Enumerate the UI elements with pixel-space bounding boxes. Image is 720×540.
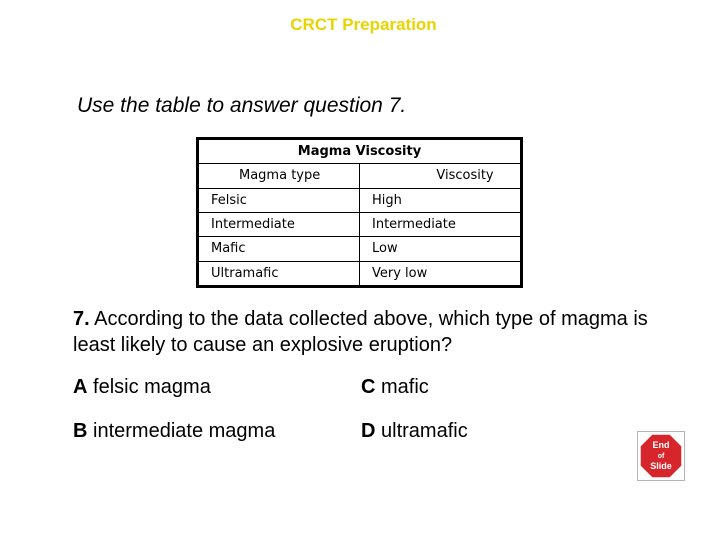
answer-letter: A: [73, 376, 88, 398]
answer-option-d[interactable]: [361, 420, 468, 443]
cell-viscosity: High: [360, 188, 521, 212]
cell-magma-type: Ultramafic: [199, 261, 360, 285]
column-header-magma-type: Magma type: [199, 164, 360, 188]
magma-viscosity-table: [196, 137, 523, 288]
cell-magma-type: Intermediate: [199, 212, 360, 236]
table-row: [199, 188, 521, 212]
question-number: 7.: [73, 308, 90, 330]
answer-text: mafic: [381, 376, 429, 398]
cell-magma-type: Felsic: [199, 188, 360, 212]
answer-text: ultramafic: [381, 420, 468, 442]
question-7: [73, 306, 683, 358]
table-row: [199, 212, 521, 236]
stop-sign-line-2: of: [657, 453, 665, 460]
answer-option-c[interactable]: [361, 376, 429, 399]
table-row: [199, 261, 521, 285]
stop-sign-icon: [637, 431, 685, 481]
table-row: [199, 237, 521, 261]
cell-magma-type: Mafic: [199, 237, 360, 261]
table-title: Magma Viscosity: [199, 140, 521, 164]
cell-viscosity: Low: [360, 237, 521, 261]
page-header: CRCT Preparation: [290, 15, 437, 34]
cell-viscosity: Very low: [360, 261, 521, 285]
answer-letter: B: [73, 420, 88, 442]
cell-viscosity: Intermediate: [360, 212, 521, 236]
answer-letter: C: [361, 376, 376, 398]
question-text: According to the data collected above, which type of magma is least likely to cause an explosive eruption?: [73, 308, 648, 356]
instruction-text: Use the table to answer question 7.: [77, 94, 407, 117]
answer-text: intermediate magma: [93, 420, 276, 442]
answer-option-a[interactable]: [73, 376, 211, 399]
answer-option-b[interactable]: [73, 420, 275, 443]
answer-text: felsic magma: [93, 376, 211, 398]
answer-letter: D: [361, 420, 376, 442]
stop-sign-line-1: End: [652, 440, 670, 450]
end-of-slide-button[interactable]: [637, 431, 685, 481]
stop-sign-line-3: Slide: [650, 461, 672, 471]
column-header-viscosity: Viscosity: [360, 164, 521, 188]
